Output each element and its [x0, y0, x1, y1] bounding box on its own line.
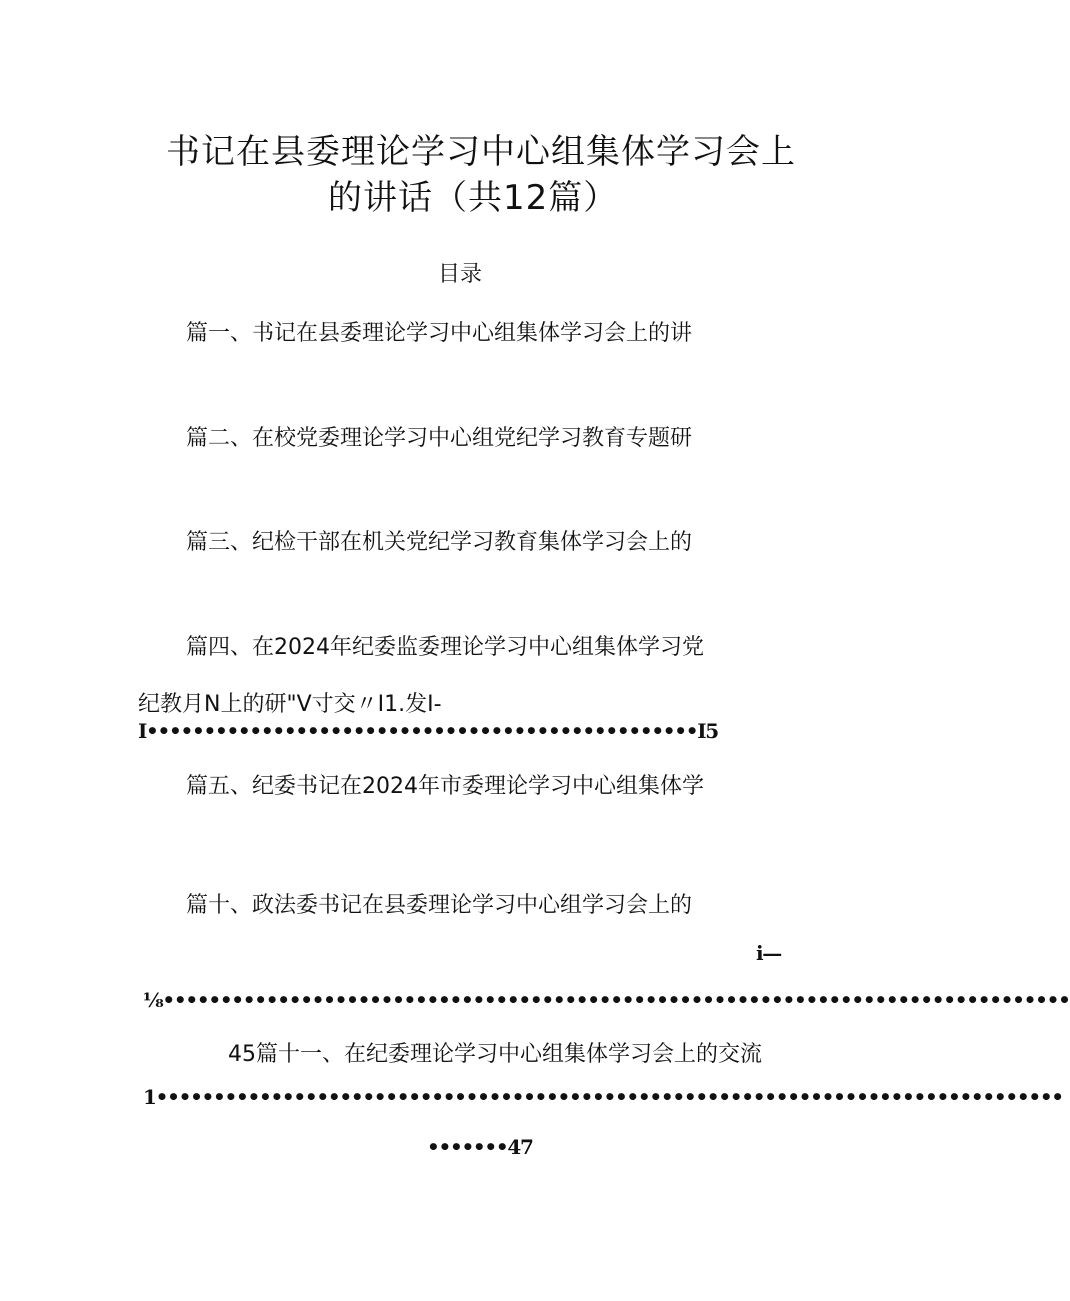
toc-entry-10: 篇十、政法委书记在县委理论学习中心组学习会上的: [186, 893, 693, 918]
toc-leader-line-4: I••••••••••••••••••••••••••••••••••••••••••••••••I5: [138, 719, 718, 743]
toc-heading: 目录: [438, 262, 483, 287]
document-title-line-2: 的讲话（共12篇）: [328, 178, 619, 218]
document-title-line-1: 书记在县委理论学习中心组集体学习会上: [166, 132, 796, 172]
toc-entry-11: 45篇十一、在纪委理论学习中心组集体学习会上的交流: [228, 1042, 762, 1067]
toc-entry-2: 篇二、在校党委理论学习中心组党纪学习教育专题研: [186, 426, 693, 451]
toc-leader-line-10: ⅛•••••••••••••••••••••••••••••••••••••••••••••••••••••••••••••••••••••••••••••••: [143, 988, 1070, 1012]
toc-page-number-47: •••••••47: [427, 1135, 533, 1159]
toc-entry-4-continuation: 纪教月N上的研"V寸交〃I1.发I-: [138, 692, 442, 717]
toc-entry-5: 篇五、纪委书记在2024年市委理论学习中心组集体学: [186, 774, 704, 799]
toc-leader-line-11: 1•••••••••••••••••••••••••••••••••••••••••••••••••••••••••••••••••••••••••••••••: [143, 1085, 1063, 1109]
toc-entry-4: 篇四、在2024年纪委监委理论学习中心组集体学习党: [186, 635, 704, 660]
toc-entry-1: 篇一、书记在县委理论学习中心组集体学习会上的讲: [186, 321, 693, 346]
toc-fragment: i—: [756, 941, 781, 965]
toc-entry-3: 篇三、纪检干部在机关党纪学习教育集体学习会上的: [186, 530, 693, 555]
